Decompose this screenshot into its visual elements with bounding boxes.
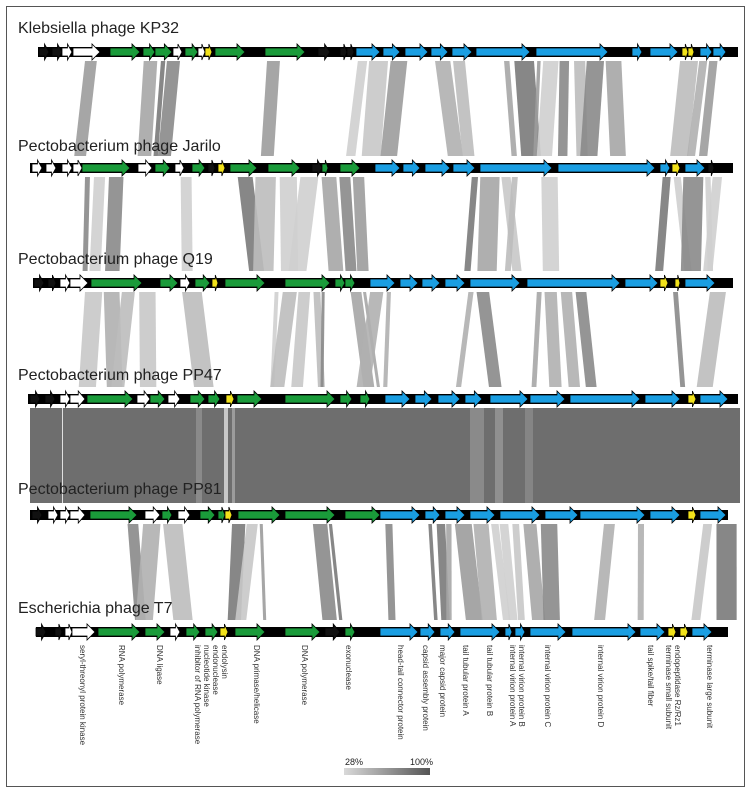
gene-arrow [225,275,265,291]
gene-arrow [325,624,340,640]
gene-arrow [480,160,552,176]
gene-arrow [380,507,420,523]
identity-band [525,408,533,503]
gene-arrow [235,624,265,640]
gene-arrow [52,44,62,60]
gene-arrow [632,44,642,60]
gene-arrow [178,507,190,523]
gene-label-rnap-inhibitor: inhibitor of RNA polymerase [193,645,202,745]
gene-arrow [558,160,655,176]
gene-arrow [460,624,500,640]
gene-arrow [70,275,88,291]
gene-arrow [438,391,460,407]
gene-label-nucleotide-kinase: nucleotide kinase [202,645,211,707]
identity-band [691,524,712,620]
gene-arrow [180,275,190,291]
gene-arrow [30,391,40,407]
identity-band [673,292,685,387]
gene-arrow [680,624,688,640]
gene-arrow [415,391,432,407]
gene-label-endonuclease: endonuclease [211,645,220,695]
gene-arrow [688,391,696,407]
gene-labels [78,645,714,746]
gene-arrow [465,391,482,407]
gene-arrow [685,160,705,176]
gene-arrow [218,160,225,176]
gene-arrow [340,160,360,176]
identity-band [541,524,560,620]
gene-arrow [212,275,218,291]
gene-arrow [672,160,680,176]
gene-arrow [55,624,62,640]
gene-label-tail-tubular-a: tail tubular protein A [461,645,470,716]
gene-arrow [580,507,645,523]
gene-arrow [98,624,140,640]
identity-band [464,177,478,271]
gene-arrow [62,160,72,176]
gene-arrow [400,275,418,291]
gene-arrow [192,160,205,176]
gene-arrow [285,507,335,523]
gene-arrow [453,160,475,176]
gene-arrow [145,624,165,640]
gene-arrow [422,275,440,291]
gene-arrow [530,391,565,407]
gene-arrow [527,275,620,291]
gene-arrow [403,160,420,176]
gene-arrow [73,160,82,176]
gene-arrow [145,507,160,523]
gene-arrow [65,624,72,640]
gene-label-endolysin: endolysin [220,645,229,679]
gene-label-tail-tubular-b: tail tubular protein B [485,645,494,717]
gene-arrow [226,391,234,407]
gene-arrow [660,275,668,291]
identity-band [606,61,626,156]
gene-arrow [545,507,578,523]
gene-arrow [285,391,335,407]
legend-min-label: 28% [345,757,364,767]
identity-band [261,61,280,156]
gene-arrow [220,624,228,640]
gene-label-dna-ligase: DNA ligase [155,645,164,685]
gene-arrow [70,391,85,407]
identity-band [224,408,228,503]
gene-arrow [218,507,225,523]
gene-arrow [155,44,172,60]
gene-arrow [36,624,46,640]
gene-arrow [713,44,726,60]
gene-arrow [700,44,712,60]
gene-arrow [445,275,465,291]
gene-arrow [312,160,322,176]
gene-arrow [190,391,205,407]
gene-arrow [170,624,180,640]
gene-arrow [138,160,152,176]
gene-arrow [173,44,182,60]
gene-arrow [476,44,530,60]
gene-arrow [195,275,210,291]
gene-arrow [150,391,165,407]
legend-gradient-bar [344,768,430,775]
gene-label-kinase: seryl-threonyl protein kinase [78,645,87,746]
gene-arrow [185,44,198,60]
gene-arrow [32,507,42,523]
gene-arrow [425,160,450,176]
gene-arrow [688,507,696,523]
gene-arrow [383,44,400,60]
gene-arrow [530,624,566,640]
gene-arrow [340,391,352,407]
gene-arrow [186,624,200,640]
gene-arrow [688,44,694,60]
identity-band [558,61,569,156]
identity-band [594,524,615,620]
gene-arrow [160,275,178,291]
gene-arrow [198,44,205,60]
gene-arrow [536,44,608,60]
gene-arrow [91,275,142,291]
gene-label-tail-fiber: tail spike/tail fiber [646,645,655,707]
gene-arrow [692,624,712,640]
gene-arrow [205,44,212,60]
gene-arrow [640,624,665,640]
gene-label-major-capsid: major capsid protein [438,645,447,718]
gene-arrow [375,160,400,176]
gene-arrow [500,507,540,523]
gene-arrow [700,507,726,523]
gene-arrow [48,507,58,523]
gene-arrow [660,160,670,176]
gene-label-rz-rz1: endopeptidase Rz/Rz1 [673,645,682,726]
gene-label-primase-helicase: DNA primase/helicase [252,645,261,724]
identity-band [383,292,391,387]
gene-arrow [708,160,714,176]
gene-arrow [82,160,130,176]
identity-band [561,292,580,387]
gene-arrow [268,160,300,176]
gene-arrow [490,391,528,407]
gene-arrow [318,44,330,60]
gene-label-capsid-assembly: capsid assembly protein [421,645,430,731]
identity-band [638,524,644,620]
identity-band [495,408,503,503]
gene-arrow [60,507,70,523]
gene-arrow [345,624,355,640]
identity-band [322,177,344,271]
gene-label-exonuclease: exonuclease [344,645,353,690]
phage-name-jarilo: Pectobacterium phage Jarilo [18,138,221,155]
gene-arrow [110,44,140,60]
gene-arrow [335,275,345,291]
identity-band [655,177,671,271]
identity-band [232,408,235,503]
gene-arrow [200,507,215,523]
gene-arrow [175,160,184,176]
gene-arrow [32,160,42,176]
gene-arrow [668,624,676,640]
gene-arrow [238,507,280,523]
gene-arrow [470,507,495,523]
gene-arrow [60,391,70,407]
gene-arrow [208,391,220,407]
gene-label-rna-polymerase: RNA polymerase [117,645,126,706]
gene-arrow [208,160,215,176]
gene-label-dna-polymerase: DNA polymerase [300,645,309,706]
gene-arrow [340,44,347,60]
identity-band [456,292,474,387]
identity-band [477,177,499,271]
gene-arrow [572,624,636,640]
gene-arrow [72,624,95,640]
gene-arrow [46,160,56,176]
phage-name-pp47: Pectobacterium phage PP47 [18,367,222,384]
identity-band [428,524,437,620]
gene-arrow [205,624,218,640]
phage-name-t7: Escherichia phage T7 [18,600,173,617]
gene-arrow [48,275,56,291]
gene-label-connector: head-tail connector protein [396,645,405,740]
gene-arrow [360,391,370,407]
gene-arrow [431,44,448,60]
gene-arrow [445,507,465,523]
gene-label-ivp-c: internal virion protein C [543,645,552,728]
identity-legend [344,757,433,775]
gene-arrow [73,44,100,60]
gene-arrow [162,507,172,523]
gene-arrow [505,624,512,640]
gene-arrow [682,44,688,60]
identity-band [532,292,542,387]
gene-arrow [225,507,232,523]
gene-arrow [265,44,305,60]
gene-arrow [90,507,137,523]
gene-arrow [215,44,245,60]
gene-arrow [155,160,170,176]
gene-arrow [440,624,455,640]
gene-arrow [452,44,472,60]
gene-arrow [380,624,418,640]
gene-arrow [87,391,133,407]
phage-name-pp81: Pectobacterium phage PP81 [18,481,222,498]
gene-arrow [345,507,380,523]
gene-arrow [675,275,680,291]
identity-band [253,177,276,271]
phage-name-kp32: Klebsiella phage KP32 [18,20,180,37]
gene-arrow [237,391,262,407]
gene-arrow [625,275,658,291]
gene-arrow [322,160,328,176]
gene-label-ivp-b: internal virion protein B [517,645,526,727]
identity-band [470,408,484,503]
identity-band [716,524,736,620]
gene-arrow [39,44,49,60]
gene-arrow [425,507,440,523]
gene-arrow [385,391,410,407]
gene-arrow [60,275,70,291]
gene-arrow [700,391,728,407]
identity-band [681,177,703,271]
gene-arrow [347,44,354,60]
identity-band [385,524,395,620]
gene-arrow [230,160,257,176]
gene-arrow [285,624,320,640]
gene-arrow [515,624,525,640]
gene-arrow [62,44,72,60]
identity-band [446,524,451,620]
gene-arrow [34,275,44,291]
gene-arrow [168,391,180,407]
gene-arrow [685,275,715,291]
identity-band [504,61,517,156]
gene-arrow [650,507,680,523]
phage-name-q19: Pectobacterium phage Q19 [18,251,213,268]
gene-label-ivp-a: internal virion protein A [508,645,517,727]
gene-arrow [645,391,680,407]
gene-arrow [143,44,155,60]
identity-band [541,177,559,271]
identity-band [477,292,502,387]
identity-band [697,292,726,387]
identity-band [260,524,267,620]
identity-band [545,292,562,387]
gene-arrow [405,44,428,60]
gene-arrow [356,44,380,60]
gene-label-ivp-d: internal virion protein D [596,645,605,728]
gene-label-terminase-small: terminase small subunit [664,645,673,730]
gene-arrow [370,275,395,291]
gene-arrow [470,275,520,291]
gene-arrow [570,391,640,407]
gene-label-terminase-large: terminase large subunit [705,645,714,729]
gene-arrow [650,44,678,60]
gene-arrow [45,391,55,407]
gene-arrow [285,275,330,291]
gene-arrow [70,507,85,523]
gene-arrow [137,391,150,407]
legend-max-label: 100% [410,757,434,767]
gene-arrow [345,275,355,291]
gene-arrow [420,624,435,640]
